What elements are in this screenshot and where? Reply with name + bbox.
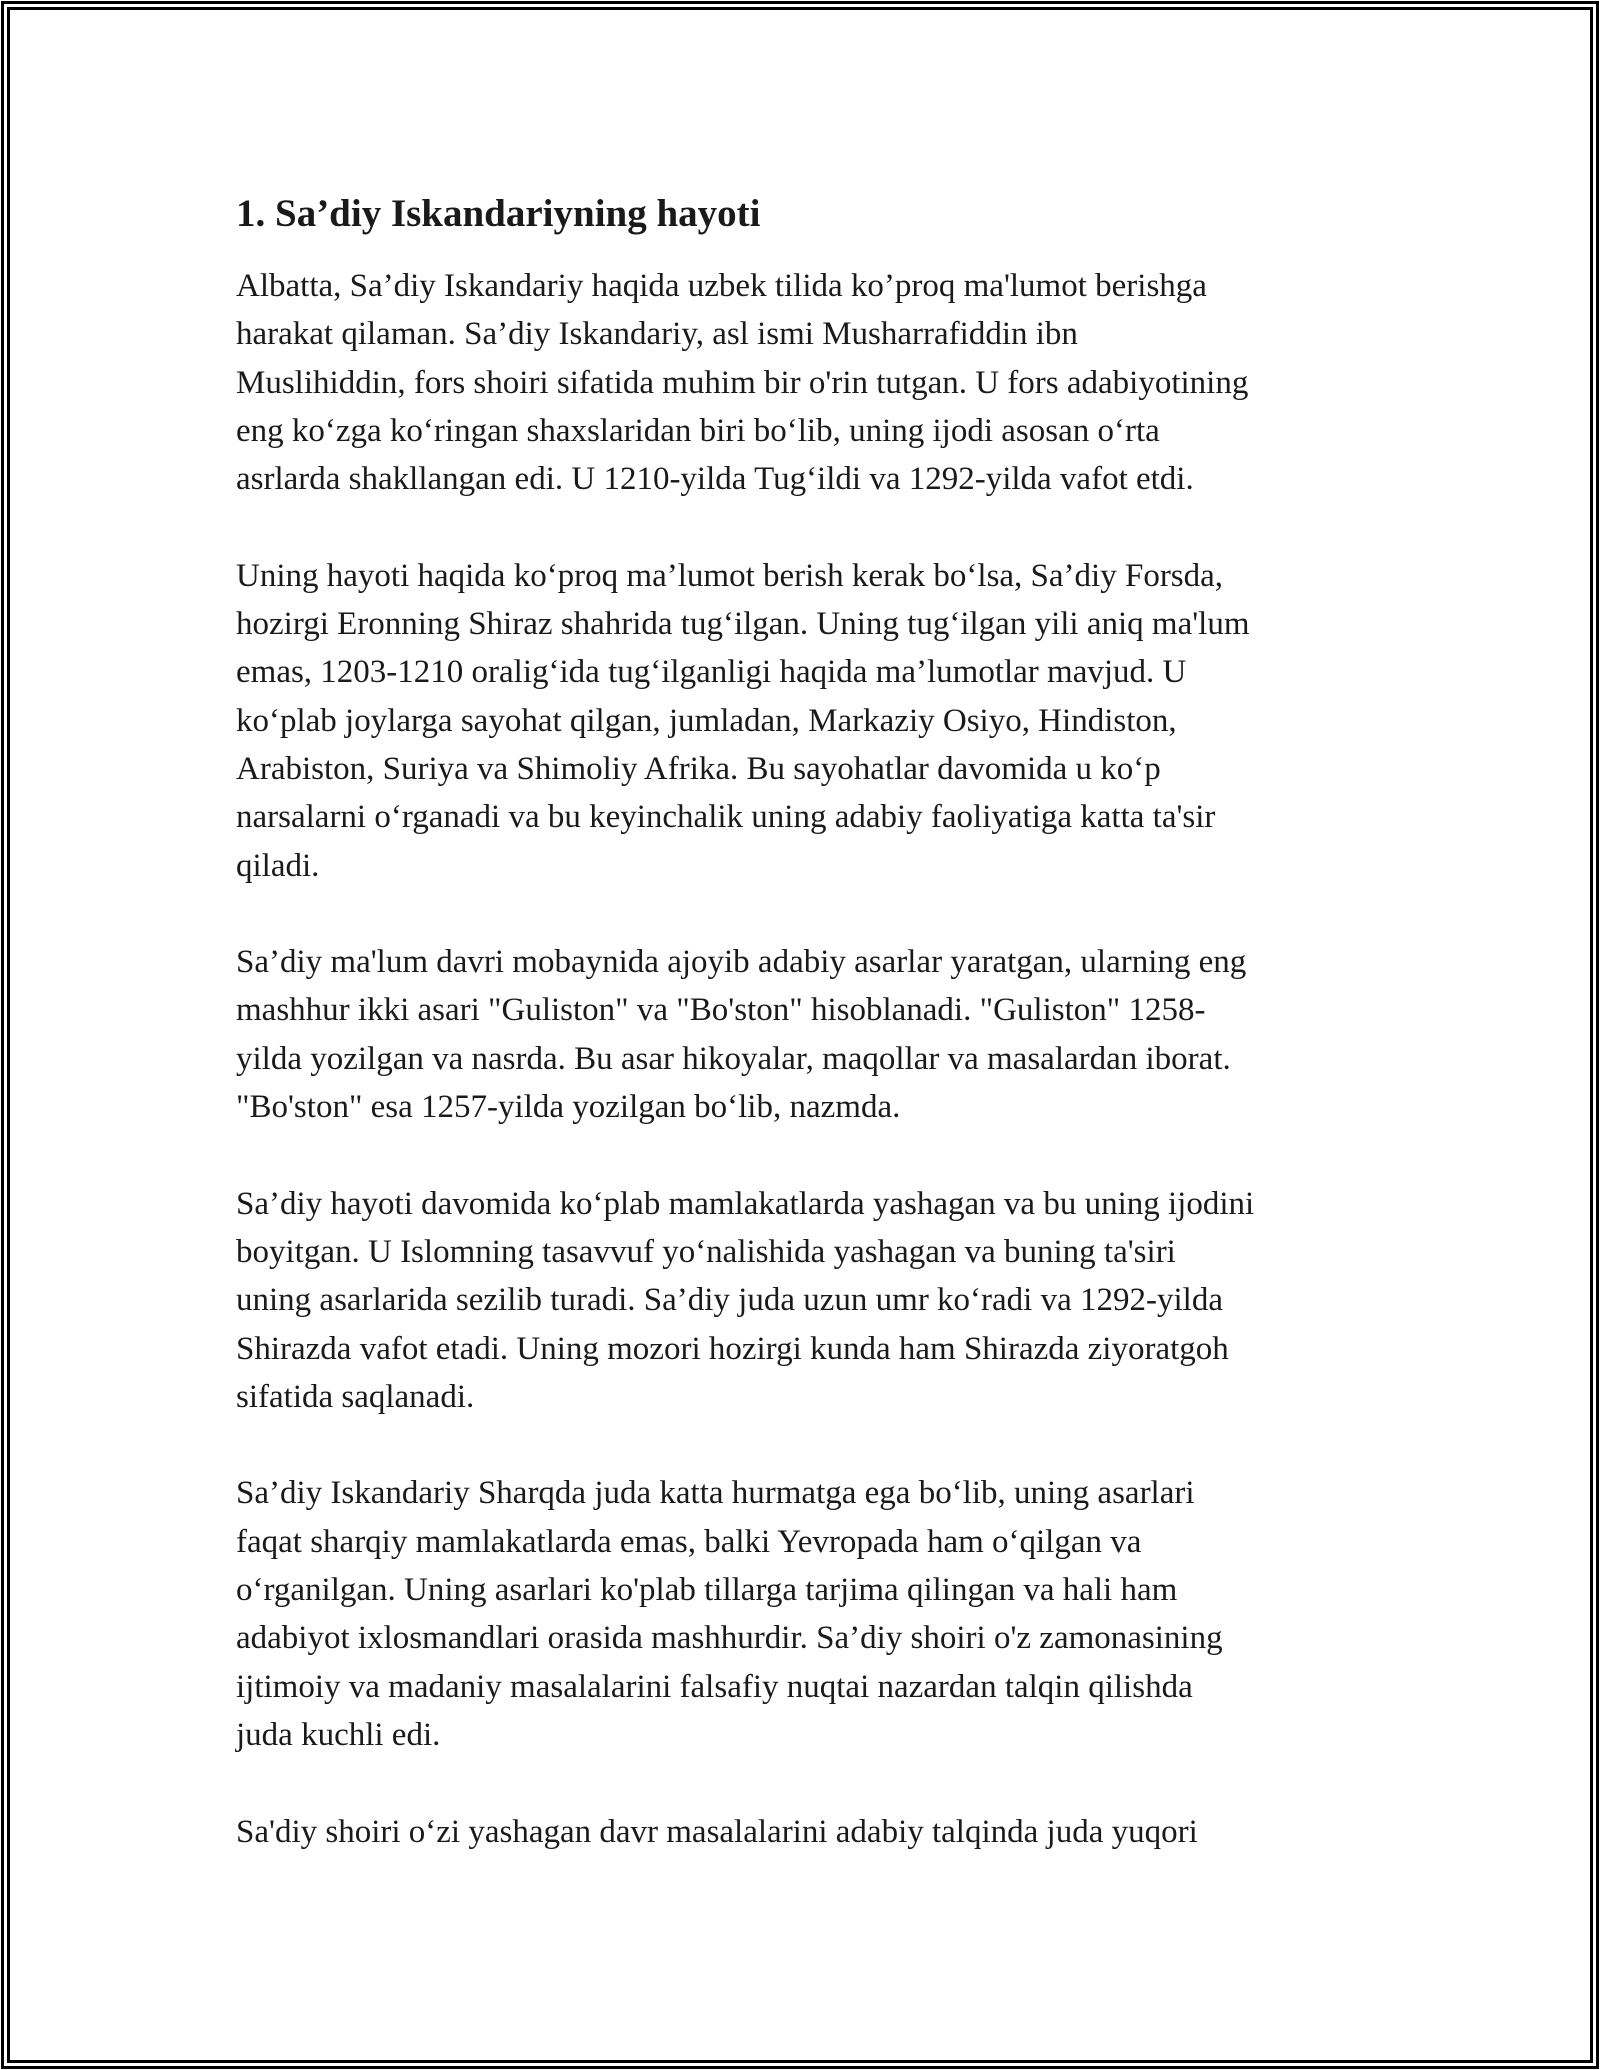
text-line: juda kuchli edi. [236, 1716, 441, 1753]
text-line: Sa’diy Iskandariy Sharqda juda katta hurmatga ega boʻlib, uning asarlari [236, 1475, 1195, 1512]
text-line: Muslihiddin, fors shoiri sifatida muhim bir o'rin tutgan. U fors adabiyotining [236, 364, 1249, 401]
text-line: faqat sharqiy mamlakatlarda emas, balki Yevropada ham oʻqilgan va [236, 1523, 1142, 1560]
paragraph-5 [236, 1469, 1376, 1759]
text-line: "Bo'ston" esa 1257-yilda yozilgan boʻlib, nazmda. [236, 1089, 901, 1126]
text-line: koʻplab joylarga sayohat qilgan, jumladan, Markaziy Osiyo, Hindiston, [236, 702, 1177, 739]
text-line: Sa'diy shoiri oʻzi yashagan davr masalalarini adabiy talqinda juda yuqori [236, 1813, 1198, 1850]
text-line: sifatida saqlanadi. [236, 1378, 475, 1415]
paragraph-2 [236, 552, 1376, 890]
paragraph-6 [236, 1808, 1376, 1856]
document-body [236, 188, 1376, 1904]
text-line: narsalarni oʻrganadi va bu keyinchalik uning adabiy faoliyatiga katta ta'sir [236, 799, 1216, 836]
text-line: hozirgi Eronning Shiraz shahrida tugʻilgan. Uning tugʻilgan yili aniq ma'lum [236, 606, 1250, 643]
text-line: Arabiston, Suriya va Shimoliy Afrika. Bu sayohatlar davomida u koʻp [236, 750, 1161, 787]
text-line: uning asarlarida sezilib turadi. Sa’diy juda uzun umr koʻradi va 1292-yilda [236, 1282, 1223, 1319]
text-line: harakat qilaman. Sa’diy Iskandariy, asl ismi Musharrafiddin ibn [236, 316, 1078, 353]
section-title: 1. Sa’diy Iskandariyning hayoti [236, 192, 761, 235]
text-line: Sa’diy hayoti davomida koʻplab mamlakatlarda yashagan va bu uning ijodini [236, 1185, 1255, 1222]
text-line: Albatta, Sa’diy Iskandariy haqida uzbek tilida ko’proq ma'lumot berishga [236, 268, 1207, 304]
text-line: oʻrganilgan. Uning asarlari ko'plab tillarga tarjima qilingan va hali ham [236, 1572, 1178, 1609]
text-line: adabiyot ixlosmandlari orasida mashhurdir. Sa’diy shoiri o'z zamonasining [236, 1620, 1223, 1657]
text-line: boyitgan. U Islomning tasavvuf yoʻnalishida yashagan va buning ta'siri [236, 1233, 1176, 1270]
text-line: emas, 1203-1210 oraligʻida tugʻilganligi haqida ma’lumotlar mavjud. U [236, 654, 1187, 691]
text-line: Sa’diy ma'lum davri mobaynida ajoyib adabiy asarlar yaratgan, ularning eng [236, 944, 1247, 981]
text-line: qiladi. [236, 847, 320, 884]
text-line: Shirazda vafot etadi. Uning mozori hozirgi kunda ham Shirazda ziyoratgoh [236, 1330, 1229, 1367]
text-line: Uning hayoti haqida koʻproq ma’lumot berish kerak boʻlsa, Sa’diy Forsda, [236, 557, 1224, 594]
text-line: yilda yozilgan va nasrda. Bu asar hikoyalar, maqollar va masalardan iborat. [236, 1040, 1231, 1077]
text-line: asrlarda shakllangan edi. U 1210-yilda Tugʻildi va 1292-yilda vafot etdi. [236, 461, 1194, 498]
text-line: ijtimoiy va madaniy masalalarini falsafiy nuqtai nazardan talqin qilishda [236, 1668, 1193, 1705]
text-line: mashhur ikki asari "Guliston" va "Bo'ston" hisoblanadi. "Guliston" 1258- [236, 992, 1206, 1029]
text-line: eng koʻzga koʻringan shaxslaridan biri boʻlib, uning ijodi asosan oʻrta [236, 412, 1160, 449]
paragraph-1 [236, 262, 1376, 503]
paragraph-4 [236, 1180, 1376, 1421]
paragraph-3 [236, 938, 1376, 1131]
